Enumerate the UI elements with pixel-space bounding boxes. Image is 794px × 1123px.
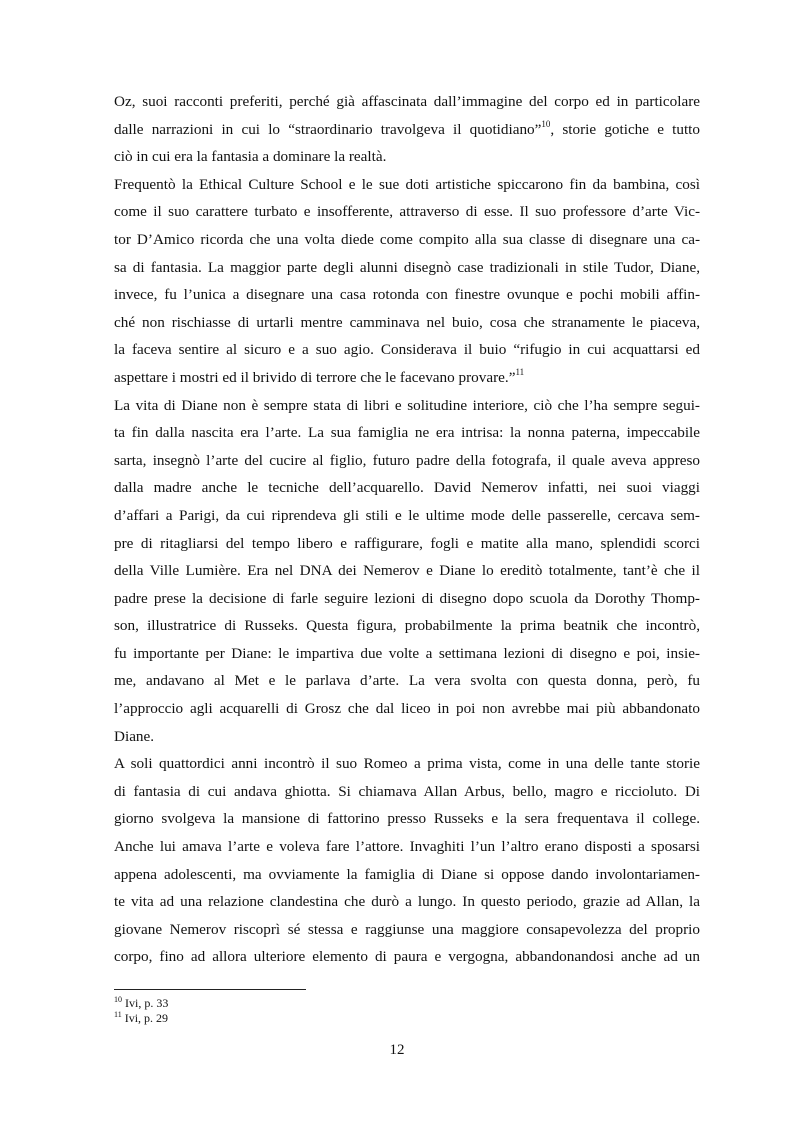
- footnote-text: Ivi, p. 29: [124, 1011, 169, 1025]
- body-line: te vita ad una relazione clandestina che durò a lungo. In questo periodo, grazie ad Allan, la: [114, 893, 700, 911]
- body-line: tor D’Amico ricorda che una volta diede come compito alla sua classe di disegnare una ca-: [114, 230, 700, 248]
- body-line: son, illustratrice di Russeks. Questa figura, probabilmente la prima beatnik che incontrò,: [114, 617, 700, 635]
- body-line: Anche lui amava l’arte e voleva fare l’attore. Invaghiti l’un l’altro erano disposti a sposarsi: [114, 838, 700, 856]
- body-line: La vita di Diane non è sempre stata di libri e solitudine interiore, ciò che l’ha sempre segui-: [114, 396, 700, 414]
- body-line: d’affari a Parigi, da cui riprendeva gli stili e le ultime mode delle passerelle, cercava sem-: [114, 506, 700, 524]
- body-line: sarta, insegnò l’arte del cucire al figlio, futuro padre della fotografa, il quale aveva appreso: [114, 451, 700, 469]
- body-line: Frequentò la Ethical Culture School e le sue doti artistiche spiccarono fin da bambina, così: [114, 175, 700, 193]
- footnote-ref-11: 11: [515, 366, 525, 377]
- body-line: la faceva sentire al sicuro e a suo agio. Considerava il buio “rifugio in cui acquattarsi ed: [114, 341, 700, 359]
- page-body: [114, 88, 700, 971]
- body-line-text: aspettare i mostri ed il brivido di terrore che le facevano provare.”: [114, 368, 516, 386]
- body-line: della Ville Lumière. Era nel DNA dei Nemerov e Diane lo ereditò totalmente, tant’è che il: [114, 562, 700, 580]
- body-line: appena adolescenti, ma ovviamente la famiglia di Diane si oppose dando involontariamen-: [114, 865, 700, 883]
- body-line: dalla madre anche le tecniche dell’acquarello. David Nemerov infatti, nei suoi viaggi: [114, 479, 700, 497]
- footnote-ref-10: 10: [541, 118, 551, 129]
- footnote: [114, 1011, 168, 1026]
- body-line: corpo, fino ad allora ulteriore elemento di paura e vergogna, abbandonandosi anche ad un: [114, 948, 700, 966]
- body-line: fu importante per Diane: le impartiva due volte a settimana lezioni di disegno e poi, insie-: [114, 644, 700, 662]
- body-line: sa di fantasia. La maggior parte degli alunni disegnò case tradizionali in stile Tudor, Diane,: [114, 258, 700, 276]
- body-line: ciò in cui era la fantasia a dominare la realtà.: [114, 148, 387, 166]
- footnote-number: 10: [114, 995, 122, 1004]
- body-line: A soli quattordici anni incontrò il suo Romeo a prima vista, come in una delle tante storie: [114, 755, 700, 773]
- body-line: di fantasia di cui andava ghiotta. Si chiamava Allan Arbus, bello, magro e riccioluto. Di: [114, 782, 700, 800]
- footnotes: [114, 996, 168, 1026]
- body-line: invece, fu l’unica a disegnare una casa rotonda con finestre ovunque e pochi mobili affin-: [114, 286, 700, 304]
- body-line: l’approccio agli acquarelli di Grosz che dal liceo in poi non avrebbe mai più abbandonato: [114, 700, 700, 718]
- body-line: me, andavano al Met e le parlava d’arte. La vera svolta con questa donna, però, fu: [114, 672, 700, 690]
- body-line: Diane.: [114, 727, 155, 745]
- footnote: [114, 996, 168, 1011]
- body-line: [114, 364, 700, 392]
- body-line: giorno svolgeva la mansione di fattorino presso Russeks e la sera frequentava il college.: [114, 810, 700, 828]
- page-number: 12: [389, 1042, 405, 1058]
- body-line-text: dalle narrazioni in cui lo “straordinario travolgeva il quotidiano”: [114, 120, 542, 138]
- body-line-continuation: , storie gotiche e tutto: [550, 120, 700, 138]
- body-line: ché non rischiasse di urtarli mentre camminava nel buio, cosa che stranamente le piaceva,: [114, 313, 700, 331]
- footnote-number: 11: [114, 1010, 122, 1019]
- body-line: padre prese la decisione di farle seguire lezioni di disegno dopo scuola da Dorothy Thomp-: [114, 589, 700, 607]
- body-line: come il suo carattere turbato e insofferente, attraverso di esse. Il suo professore d’arte Vic-: [114, 203, 700, 221]
- body-line: [114, 116, 700, 144]
- footnote-text: Ivi, p. 33: [125, 996, 169, 1010]
- body-line: ta fin dalla nascita era l’arte. La sua famiglia ne era intrisa: la nonna paterna, impeccabile: [114, 424, 700, 442]
- body-line: giovane Nemerov riscoprì sé stessa e raggiunse una maggiore consapevolezza del proprio: [114, 920, 700, 938]
- footnote-divider: [114, 989, 306, 990]
- body-line: pre di ritagliarsi del tempo libero e raffigurare, fogli e matite alla mano, splendidi scorci: [114, 534, 700, 552]
- body-line: Oz, suoi racconti preferiti, perché già affascinata dall’immagine del corpo ed in particolare: [114, 93, 700, 110]
